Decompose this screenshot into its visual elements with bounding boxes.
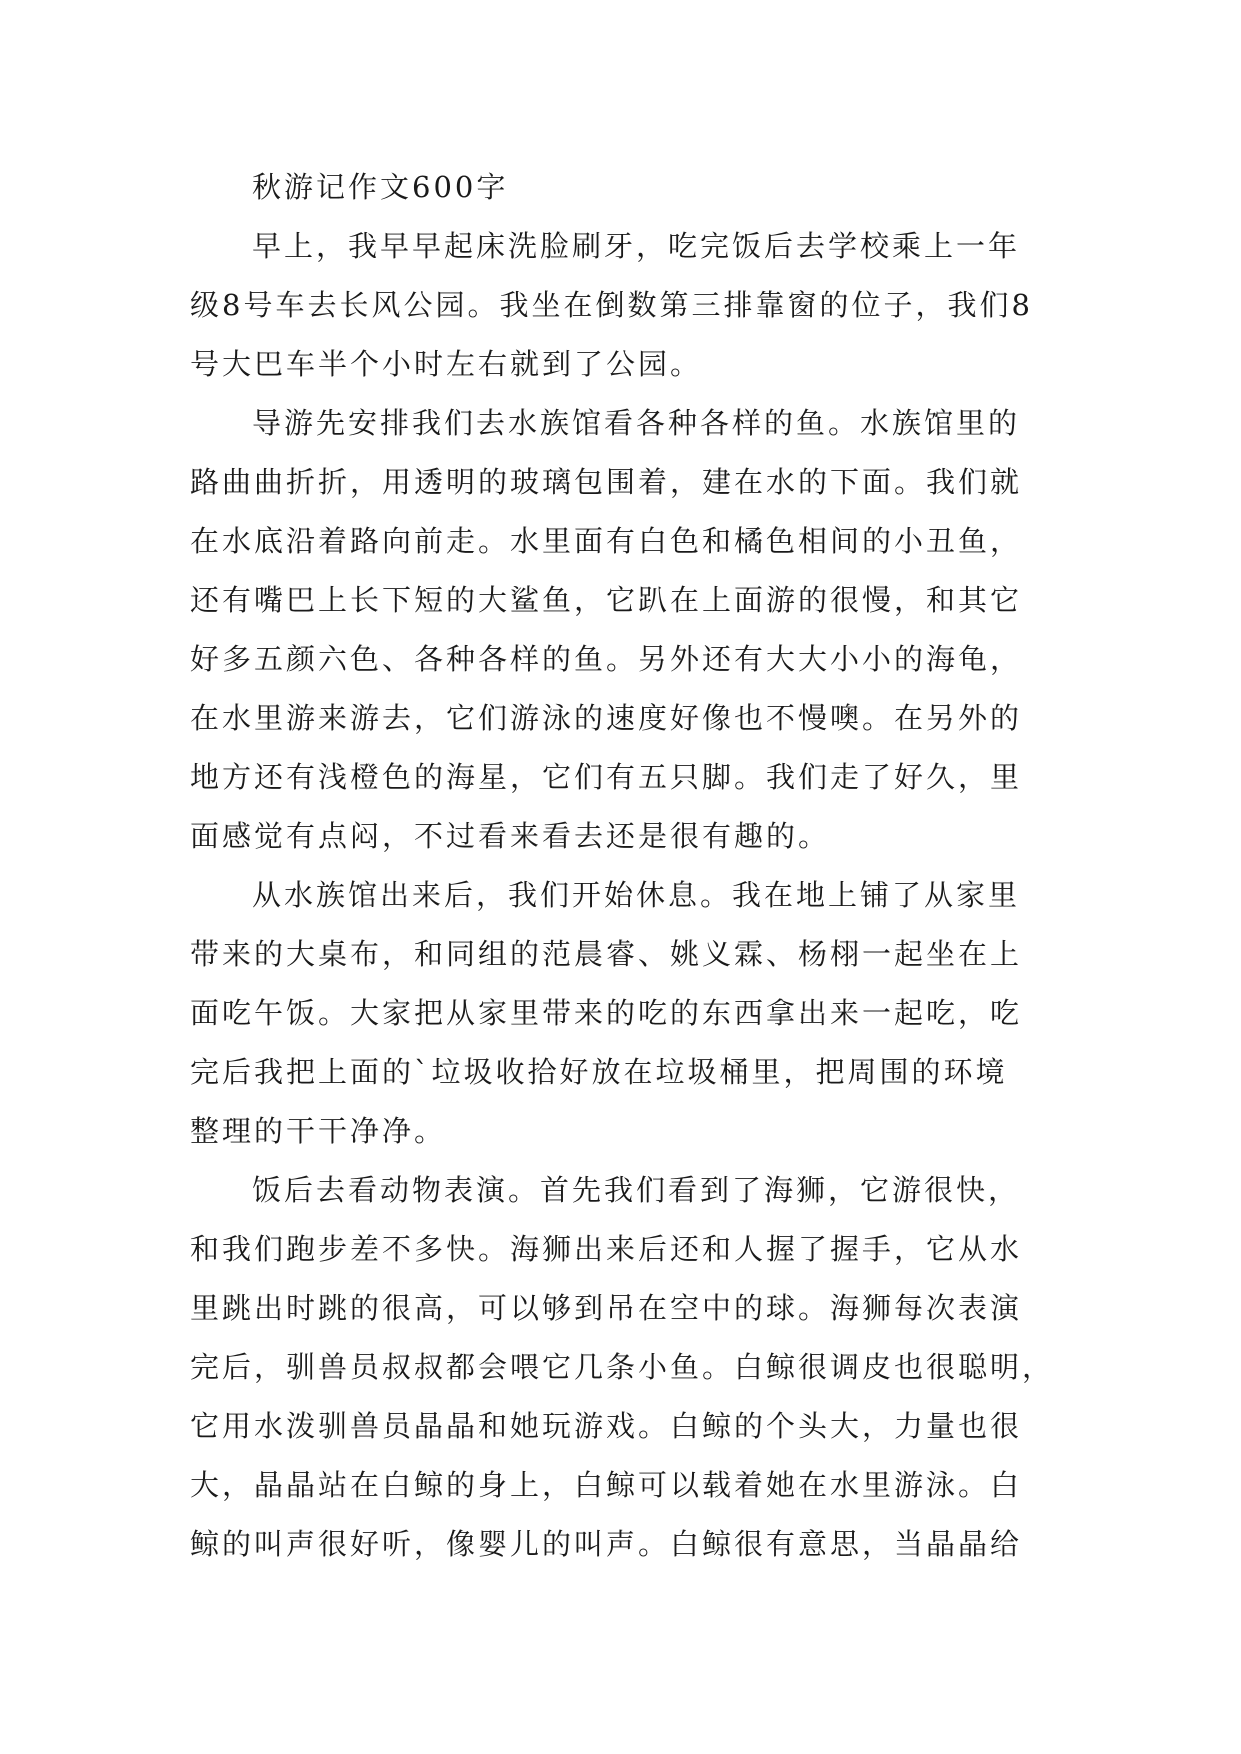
paragraph-line: 路曲曲折折，用透明的玻璃包围着，建在水的下面。我们就 [190,465,1023,499]
paragraph-line: 鲸的叫声很好听，像婴儿的叫声。白鲸很有意思，当晶晶给 [190,1527,1023,1561]
paragraph-line: 导游先安排我们去水族馆看各种各样的鱼。水族馆里的 [252,406,1021,440]
paragraph-line: 地方还有浅橙色的海星，它们有五只脚。我们走了好久，里 [190,760,1023,794]
paragraph-line: 还有嘴巴上长下短的大鲨鱼，它趴在上面游的很慢，和其它 [190,583,1023,617]
paragraph-line: 在水底沿着路向前走。水里面有白色和橘色相间的小丑鱼， [190,524,1023,558]
paragraph-line: 带来的大桌布，和同组的范晨睿、姚义霖、杨栩一起坐在上 [190,937,1023,971]
paragraph-1 [190,217,1050,394]
paragraph-3 [190,866,1050,1161]
paragraph-line: 整理的干干净净。 [190,1114,447,1148]
paragraph-line: 大，晶晶站在白鲸的身上，白鲸可以载着她在水里游泳。白 [190,1468,1023,1502]
essay-title: 秋游记作文600字 [252,170,509,204]
paragraph-line: 在水里游来游去，它们游泳的速度好像也不慢噢。在另外的 [190,701,1023,735]
paragraph-4 [190,1161,1055,1574]
paragraph-2 [190,394,1050,866]
paragraph-line: 面吃午饭。大家把从家里带来的吃的东西拿出来一起吃，吃 [190,996,1023,1030]
paragraph-line: 号大巴车半个小时左右就到了公园。 [190,347,703,381]
paragraph-line: 好多五颜六色、各种各样的鱼。另外还有大大小小的海龟， [190,642,1023,676]
paragraph-line: 面感觉有点闷，不过看来看去还是很有趣的。 [190,819,831,853]
paragraph-line: 级8号车去长风公园。我坐在倒数第三排靠窗的位子，我们8 [190,288,1033,322]
paragraph-line: 它用水泼驯兽员晶晶和她玩游戏。白鲸的个头大，力量也很 [190,1409,1023,1443]
essay-body [190,158,1055,1574]
paragraph-line: 早上，我早早起床洗脸刷牙，吃完饭后去学校乘上一年 [252,229,1021,263]
paragraph-line: 里跳出时跳的很高，可以够到吊在空中的球。海狮每次表演 [190,1291,1023,1325]
paragraph-line: 完后，驯兽员叔叔都会喂它几条小鱼。白鲸很调皮也很聪明， [190,1350,1055,1384]
paragraph-line: 饭后去看动物表演。首先我们看到了海狮，它游很快， [252,1173,1021,1207]
paragraph-line: 和我们跑步差不多快。海狮出来后还和人握了握手，它从水 [190,1232,1023,1266]
paragraph-line: 从水族馆出来后，我们开始休息。我在地上铺了从家里 [252,878,1021,912]
paragraph-line: 完后我把上面的`垃圾收拾好放在垃圾桶里，把周围的环境 [190,1055,1008,1089]
